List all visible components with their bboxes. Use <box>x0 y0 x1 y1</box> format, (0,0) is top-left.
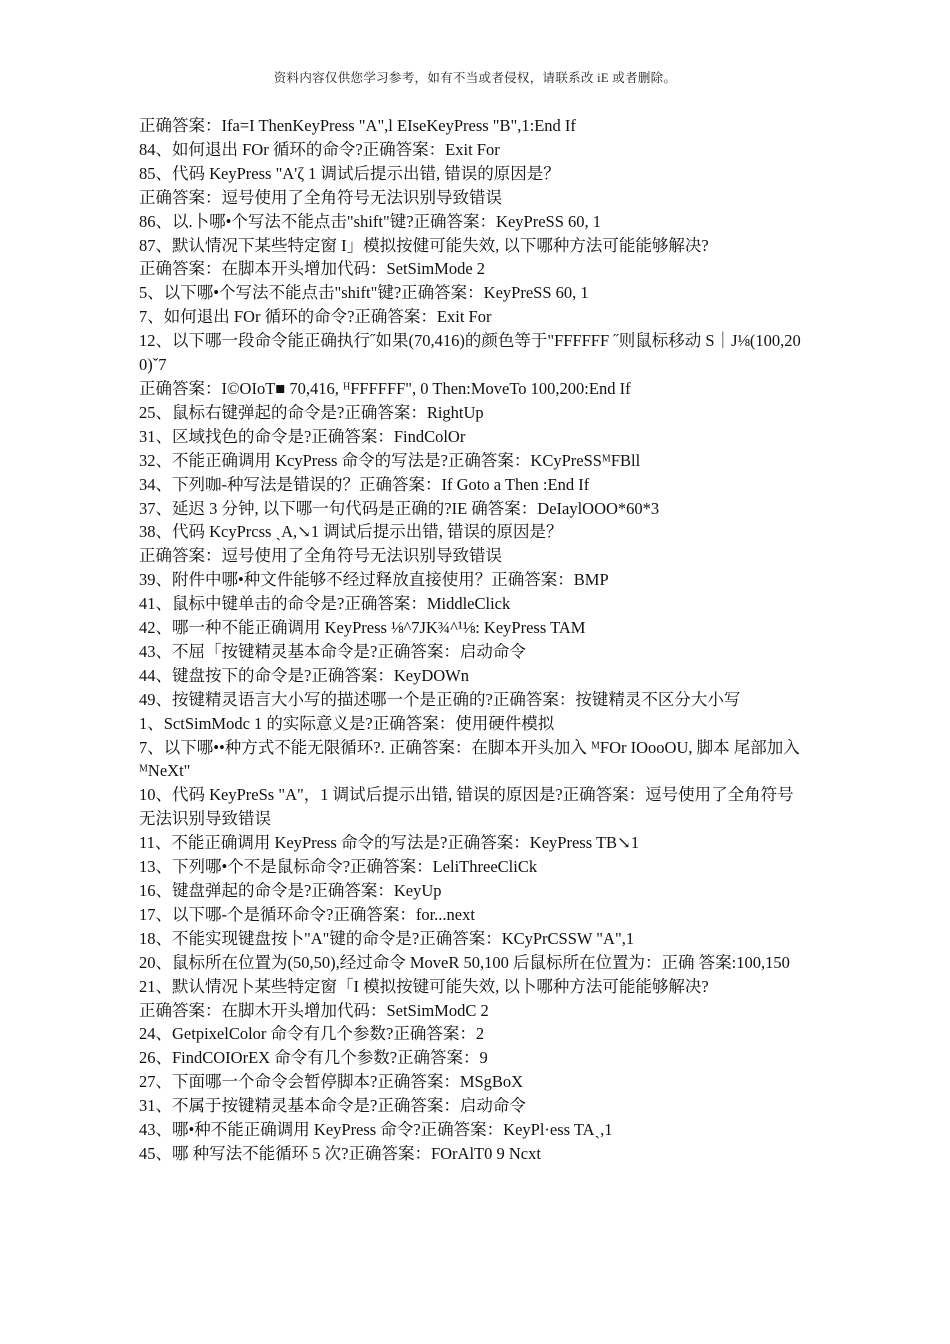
text-line: 13、下列哪•个不是鼠标命令?正确答案：LeliThreeCliCk <box>139 857 538 877</box>
text-line: 38、代码 KcyPrcss ˏA,↘1 调试后提示出错, 错误的原因是？ <box>139 522 563 542</box>
text-line: 11、不能正确调用 KeyPress 命令的写法是?正确答案：KeyPress TB↘1 <box>139 833 640 853</box>
text-line: 正确答案：逗号使用了全角符号无法识别导致错误 <box>139 187 502 207</box>
text-line: 12、以下哪一段命令能正确执行˝如果(70,416)的颜色等于"FFFFFF ˝则鼠标移动 S｜J⅛(100,200)ˇ7 <box>139 331 801 375</box>
text-line: 正确答案：在脚木开头增加代码：SetSimModC 2 <box>139 1000 489 1020</box>
header-disclaimer: 资料内容仅供您学习参考，如有不当或者侵权，请联系改 iE 或者删除。 <box>273 71 677 85</box>
text-line: 21、默认情况卜某些特定窗「I 模拟按键可能失效, 以卜哪种方法可能能够解决? <box>139 976 709 996</box>
text-line: 34、下列咖-种写法是错误的？正确答案：If Goto a Then :End If <box>139 474 590 494</box>
text-line: 31、区域找色的命令是?正确答案：FindColOr <box>139 426 466 446</box>
text-line: 32、不能正确调用 KcyPress 命令的写法是?正确答案：KCyPreSSᴹFBll <box>139 450 641 470</box>
text-line: 7、如何退出 FOr 循环的命令?正确答案：Exit For <box>139 307 492 327</box>
text-line: 39、附件中哪•种文件能够不经过释放直接使用？正确答案：BMP <box>139 570 609 590</box>
text-line: 24、GetpixelColor 命令有几个参数?正确答案：2 <box>139 1024 485 1044</box>
text-line: 45、哪 种写法不能循环 5 次?正确答案：FOrAlT0 9 Ncxt <box>139 1143 541 1163</box>
text-line: 正确答案：Ifa=I ThenKeyPress "A",l EIseKeyPress "B",1:End If <box>139 116 576 135</box>
text-line: 49、按键精灵语言大小写的描述哪一个是正确的?正确答案：按键精灵不区分大小写 <box>139 689 741 709</box>
text-line: 7、以下哪••种方式不能无限循环?. 正确答案：在脚本开头加入 ᴹFOr IOooOU, 脚本 尾部加入 ᴹNeXt" <box>139 737 800 781</box>
text-line: 正确答案：I©OIoT■ 70,416, ᴴFFFFFF", 0 Then:MoveTo 100,200:End If <box>139 378 631 398</box>
text-line: 84、如何退出 FOr 循环的命令?正确答案：Exit For <box>139 139 500 159</box>
text-line: 1、SctSimModc 1 的实际意义是?正确答案：使用硬件模拟 <box>139 713 555 733</box>
text-line: 正确答案：在脚本开头增加代码：SetSimMode 2 <box>139 259 486 279</box>
text-line: 5、以下哪•个写法不能点击"shift"键?正确答案：KeyPreSS 60, 1 <box>139 283 589 303</box>
text-line: 37、延迟 3 分钟, 以下哪一句代码是正确的?IE 确答案：DeIaylOOO*60*3 <box>139 498 660 518</box>
text-line: 43、不屈「按键精灵基本命令是?正确答案：启动命令 <box>139 641 526 661</box>
text-line: 26、FindCOIOrEX 命令有几个参数?正确答案：9 <box>139 1048 488 1068</box>
text-line: 25、鼠标右键弹起的命令是?正确答案：RightUp <box>139 402 484 422</box>
content-body <box>139 114 801 1166</box>
text-line: 18、不能实现键盘按卜"A"键的命令是?正确答案：KCyPrCSSW "A",1 <box>139 928 635 948</box>
text-line: 20、鼠标所在位置为(50,50),经过命令 MoveR 50,100 后鼠标所在位置为：正确 答案:100,150 <box>139 952 790 972</box>
text-line: 16、键盘弹起的命令是?正确答案：KeyUp <box>139 881 442 900</box>
text-line: 31、不属于按键精灵基本命令是?正确答案：启动命令 <box>139 1096 526 1116</box>
text-line: 43、哪•种不能正确调用 KeyPress 命令?正确答案：KeyPl·ess TAˏ,1 <box>139 1120 613 1140</box>
text-line: 10、代码 KeyPreSs "A"，1 调试后提示出错, 错误的原因是?正确答案：逗号使用了全角符号无法识别导致错误 <box>139 785 794 829</box>
text-line: 17、以下哪-个是循环命令?正确答案：for...next <box>139 904 475 924</box>
text-line: 42、哪一种不能正确调用 KeyPress ⅛^7JK¾^¹⅛: KeyPress TAM <box>139 618 586 638</box>
text-line: 87、默认情况下某些特定窗 I」模拟按健可能失效, 以下哪种方法可能能够解决? <box>139 235 709 255</box>
text-line: 41、鼠标中键单击的命令是?正确答案：MiddleClick <box>139 594 511 614</box>
text-line: 正确答案：逗号使用了全角符号无法识别导致错误 <box>139 546 502 566</box>
text-line: 85、代码 KeyPress "A'ζ 1 调试后提示出错, 错误的原因是？ <box>139 163 560 183</box>
text-line: 44、键盘按下的命令是?正确答案：KeyDOWn <box>139 665 469 685</box>
text-line: 27、下面哪一个命令会暂停脚本?正确答案：MSgBoX <box>139 1072 524 1092</box>
text-line: 86、以.卜哪•个写法不能点击"shift"键?正确答案：KeyPreSS 60, 1 <box>139 211 601 231</box>
